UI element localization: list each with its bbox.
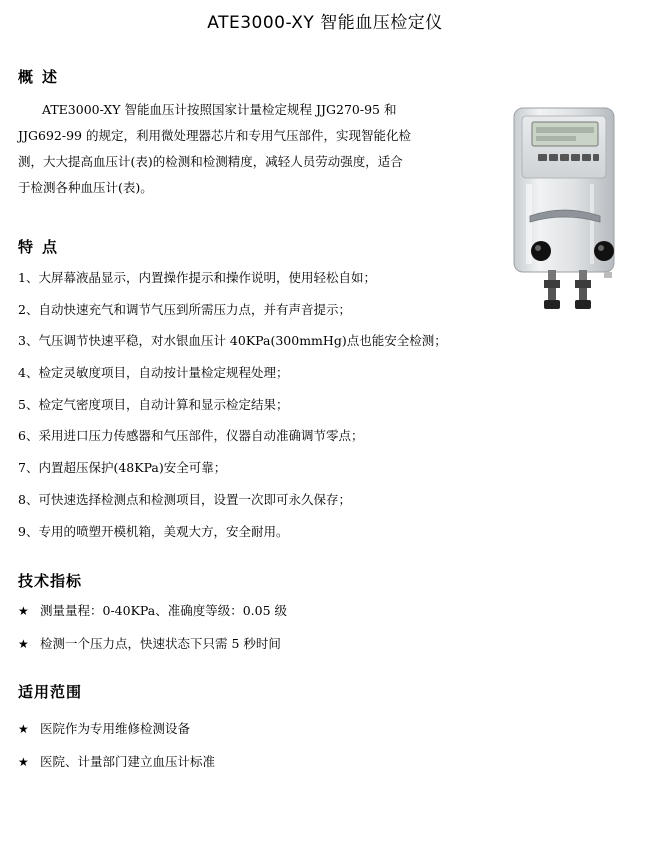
star-bullet-icon: ★ [18, 755, 29, 769]
keypad-button [538, 154, 547, 161]
list-item [18, 634, 488, 667]
list-item: 8、可快速选择检测点和检测项目，设置一次即可永久保存； [18, 491, 351, 507]
page-title: ATE3000-XY 智能血压检定仪 [207, 13, 443, 33]
overview-line: 测，大大提高血压计(表)的检测和检测精度，减轻人员劳动强度，适合 [18, 154, 403, 169]
star-bullet-icon: ★ [18, 637, 29, 651]
list-item: 2、自动快速充气和调节气压到所需压力点，并有声音提示； [18, 301, 351, 317]
overview-line: 于检测各种血压计(表)。 [18, 180, 153, 195]
overview-line: JJG692-99 的规定，利用微处理器芯片和专用气压部件，实现智能化检 [18, 128, 411, 143]
device-illustration [508, 104, 628, 329]
metal-highlight [590, 184, 594, 264]
connector-stem [548, 288, 556, 300]
specs-heading: 技术指标 [18, 572, 83, 590]
connector-nut [544, 280, 560, 288]
knob-highlight [598, 245, 604, 251]
star-bullet-icon: ★ [18, 722, 29, 736]
connector-nut [575, 280, 591, 288]
keypad-button [549, 154, 558, 161]
features-list [18, 268, 488, 553]
device-photo [508, 104, 628, 333]
list-item [18, 719, 488, 752]
list-item: 9、专用的喷塑开模机箱，美观大方，安全耐用。 [18, 523, 289, 539]
list-item-text: 测量量程：0-40KPa、准确度等级：0.05 级 [40, 603, 288, 618]
right-knob [594, 241, 614, 261]
list-item: 5、检定气密度项目，自动计算和显示检定结果； [18, 396, 289, 412]
list-item-text: 医院作为专用维修检测设备 [40, 721, 191, 736]
list-item-text: 医院、计量部门建立血压计标准 [40, 754, 216, 769]
connector-stem [579, 288, 587, 300]
overview-paragraph [18, 97, 473, 201]
keypad-button [582, 154, 591, 161]
features-heading: 特点 [18, 238, 67, 256]
list-item: 6、采用进口压力传感器和气压部件，仪器自动准确调节零点； [18, 428, 364, 444]
list-item-text: 检测一个压力点，快速状态下只需 5 秒时间 [40, 636, 281, 651]
device-label [604, 272, 612, 278]
list-item [18, 601, 488, 634]
left-knob [531, 241, 551, 261]
specs-list [18, 601, 488, 667]
connector-cap [575, 300, 591, 309]
list-item [18, 752, 488, 785]
keypad-button [560, 154, 569, 161]
keypad-button [593, 154, 599, 161]
list-item: 3、气压调节快速平稳，对水银血压计 40KPa(300mmHg)点也能安全检测； [18, 333, 447, 349]
scope-list [18, 719, 488, 785]
star-bullet-icon: ★ [18, 604, 29, 618]
list-item: 1、大屏幕液晶显示，内置操作提示和操作说明，使用轻松自如； [18, 270, 376, 285]
connector-cap [544, 300, 560, 309]
list-item: 7、内置超压保护(48KPa)安全可靠； [18, 460, 227, 476]
knob-highlight [535, 245, 541, 251]
lcd-segment-row [536, 136, 576, 141]
lcd-segment-row [536, 127, 594, 133]
overview-line: ATE3000-XY 智能血压计按照国家计量检定规程 JJG270-95 和 [42, 102, 397, 117]
lcd-screen [532, 122, 598, 146]
list-item: 4、检定灵敏度项目，自动按计量检定规程处理； [18, 365, 289, 381]
keypad-button [571, 154, 580, 161]
scope-heading: 适用范围 [18, 683, 83, 701]
overview-heading: 概述 [18, 68, 67, 86]
